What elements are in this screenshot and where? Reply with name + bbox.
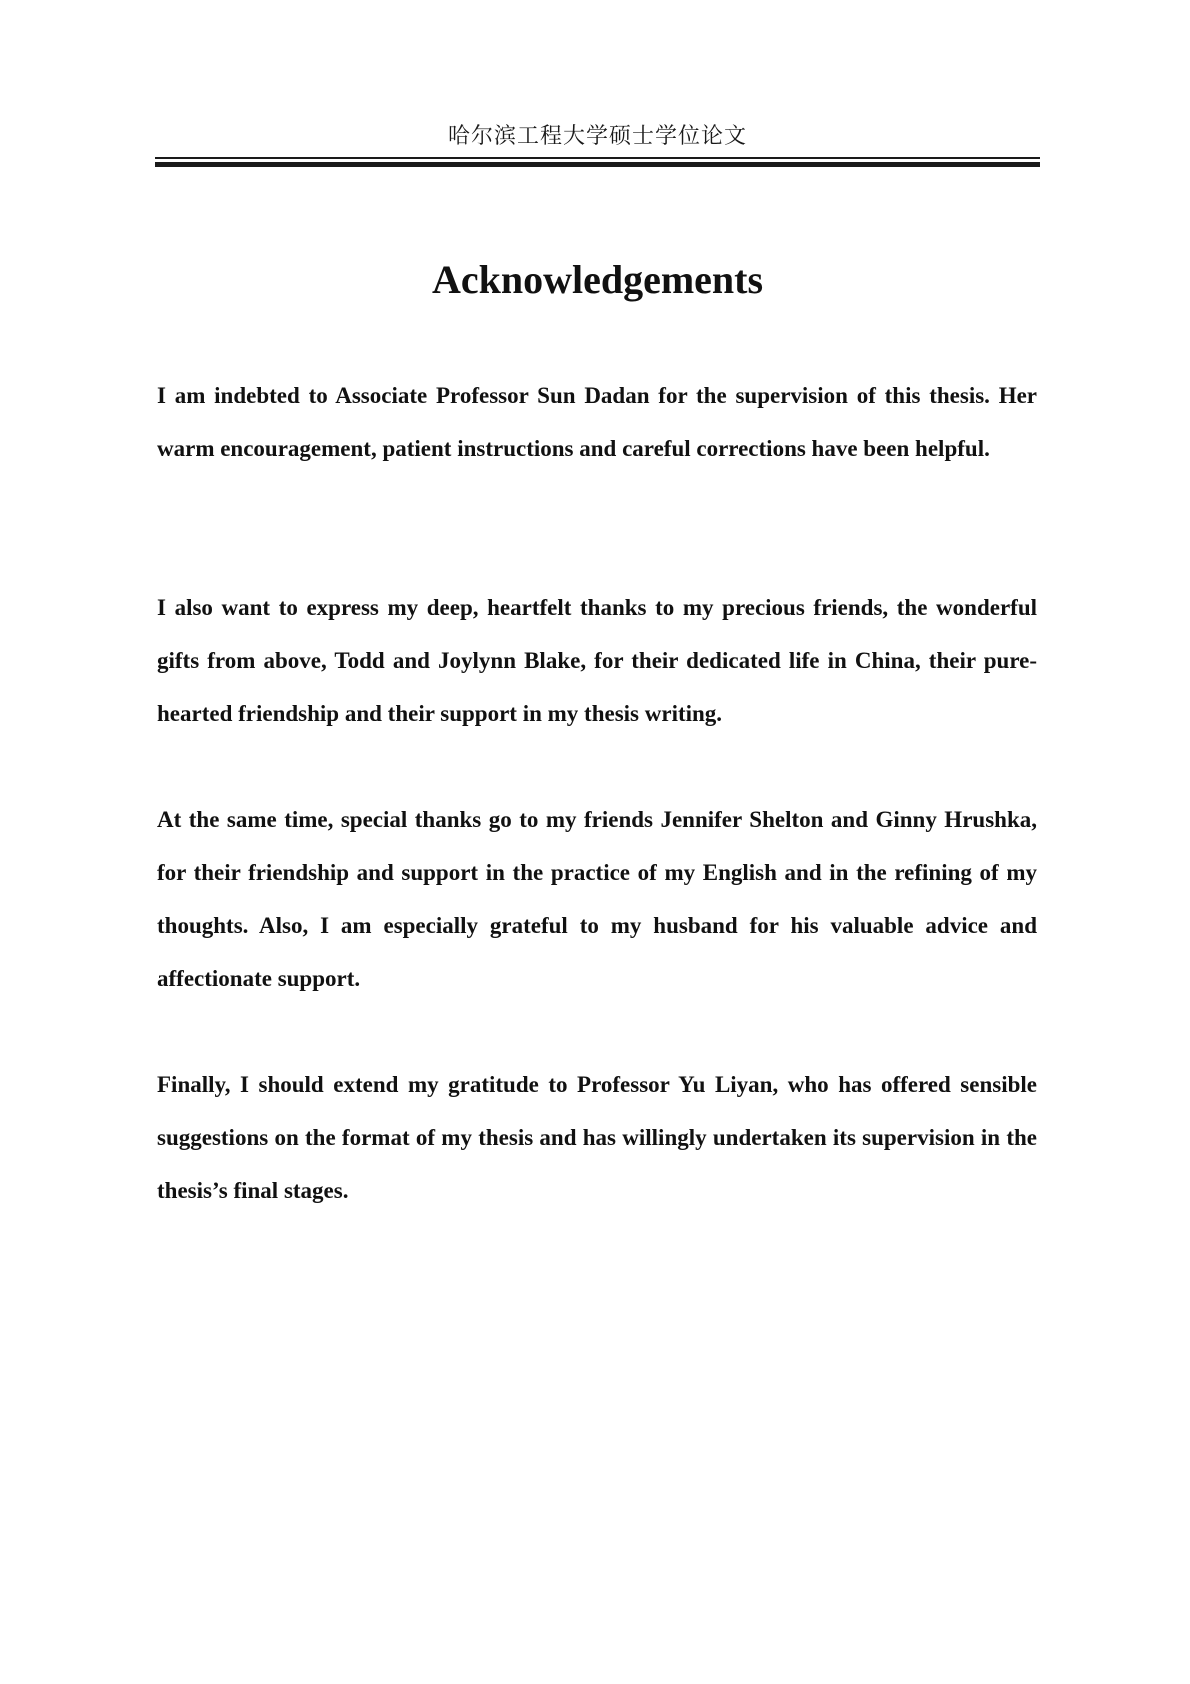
page-title: Acknowledgements: [431, 257, 764, 302]
header-rule-thin: [155, 157, 1040, 159]
paragraph-special-thanks: At the same time, special thanks go to my friends Jennifer Shelton and Ginny Hrushka, for their friendship and support in the practice of my English and in the refining of my thoughts. Also, I am especially grateful to my husband for his valuable advice and affectionate support.: [157, 807, 1037, 991]
header-rule-thick: [155, 162, 1040, 167]
paragraph-friends: I also want to express my deep, heartfelt thanks to my precious friends, the wonderful gifts from above, Todd and Joylynn Blake, for their dedicated life in China, their pure-hearted friendship and their support in my thesis writing.: [157, 595, 1037, 726]
paragraph-supervisor: I am indebted to Associate Professor Sun Dadan for the supervision of this thesis. Her warm encouragement, patient instructions and careful corrections have been helpful.: [157, 383, 1037, 461]
running-header: 哈尔滨工程大学硕士学位论文: [447, 124, 747, 149]
paragraph-final-gratitude: Finally, I should extend my gratitude to Professor Yu Liyan, who has offered sensible suggestions on the format of my thesis and has willingly undertaken its supervision in the thesis’s final stages.: [157, 1072, 1037, 1203]
